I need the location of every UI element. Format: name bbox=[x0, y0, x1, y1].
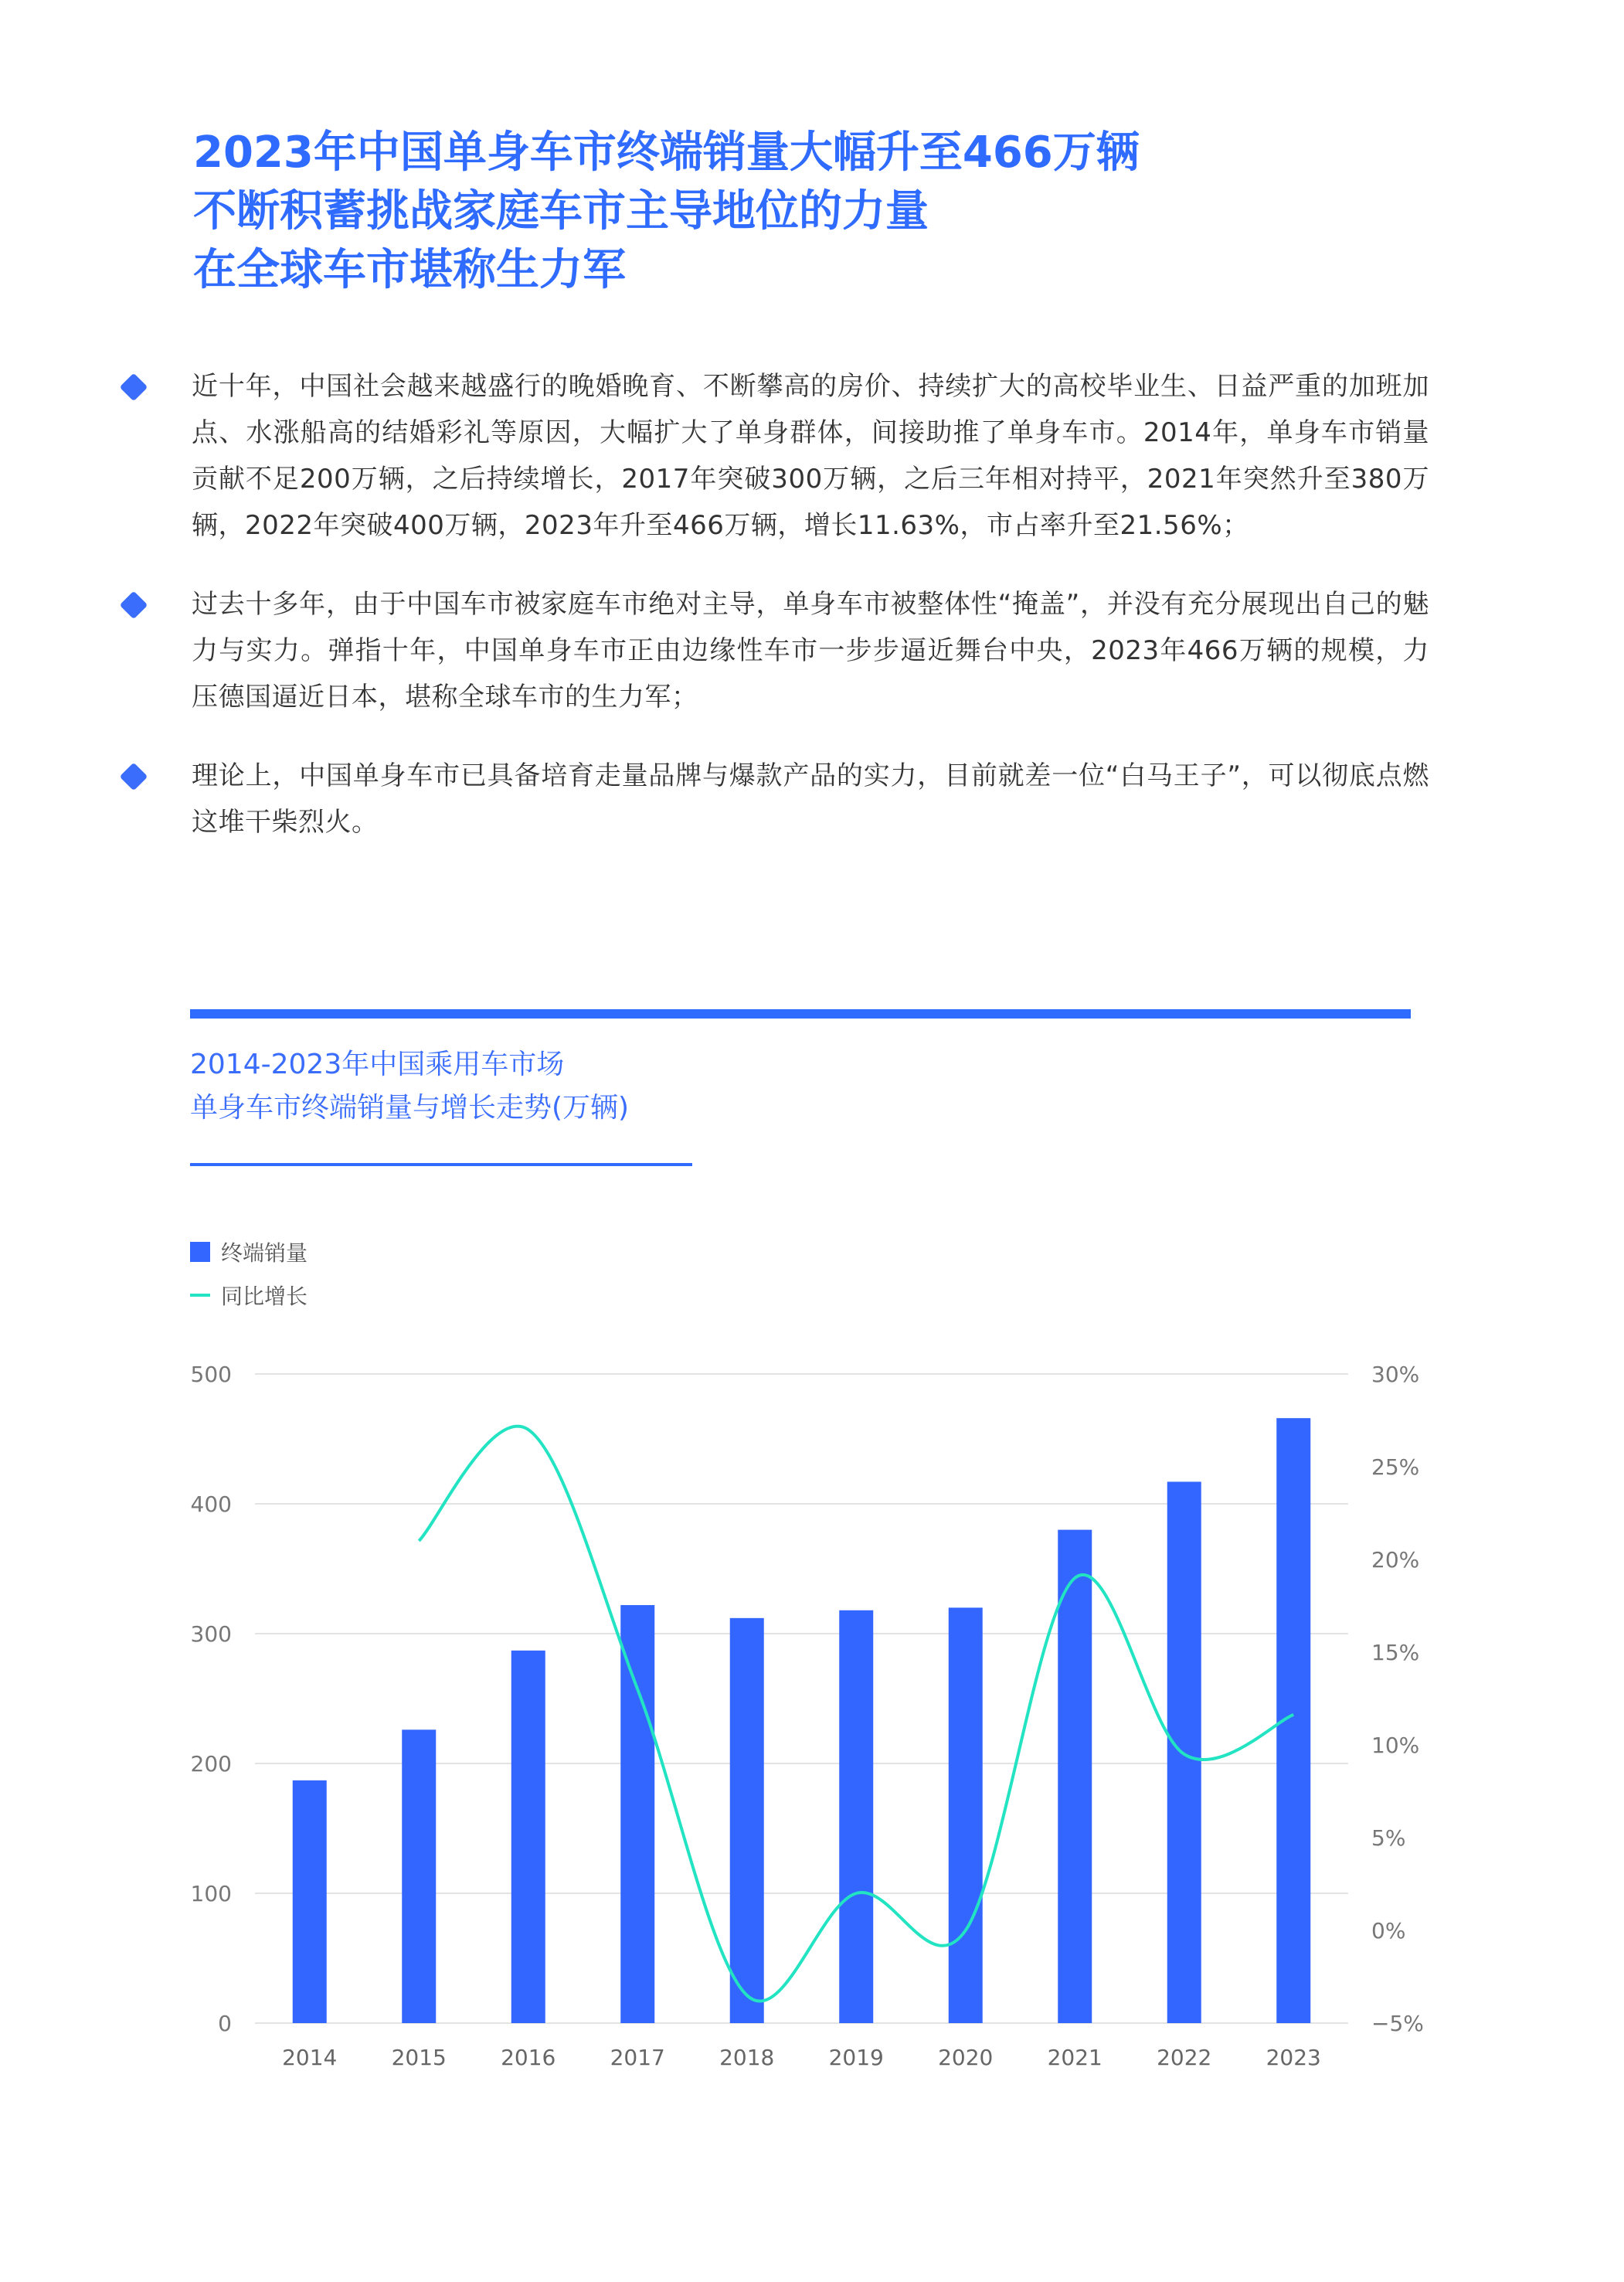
bar-2016 bbox=[511, 1651, 545, 2023]
y2-tick-label: 25% bbox=[1371, 1454, 1420, 1480]
bullet-item bbox=[116, 581, 1429, 720]
bar-2018 bbox=[730, 1618, 764, 2023]
diamond-bullet-icon bbox=[120, 763, 148, 791]
y-tick-label: 200 bbox=[190, 1751, 232, 1777]
bullet-text: 近十年，中国社会越来越盛行的晚婚晚育、不断攀高的房价、持续扩大的高校毕业生、日益严重的加班加点、水涨船高的结婚彩礼等原因，大幅扩大了单身群体，间接助推了单身车市。2014年，单身车市销量贡献不足200万辆，之后持续增长，2017年突破300万辆，之后三年相对持平，2021年突然升至380万辆，2022年突破400万辆，2023年升至466万辆，增长11.63%，市占率升至21.56%； bbox=[192, 371, 1429, 541]
y2-tick-label: 15% bbox=[1371, 1640, 1420, 1665]
chart-title-underline bbox=[190, 1163, 692, 1166]
bar-2021 bbox=[1058, 1530, 1092, 2023]
bar-2020 bbox=[949, 1607, 983, 2023]
y-tick-label: 300 bbox=[190, 1621, 232, 1647]
x-tick-label: 2022 bbox=[1157, 2045, 1212, 2070]
diamond-bullet-icon bbox=[120, 591, 148, 620]
y2-tick-label: 30% bbox=[1371, 1362, 1420, 1387]
bar-2014 bbox=[293, 1780, 327, 2023]
page-heading bbox=[193, 124, 1507, 300]
heading-line-1: 2023年中国单身车市终端销量大幅升至466万辆 bbox=[193, 128, 1140, 178]
y2-tick-label: 20% bbox=[1371, 1547, 1420, 1573]
line-swatch-icon bbox=[190, 1294, 210, 1297]
x-tick-label: 2016 bbox=[501, 2045, 556, 2070]
chart-title bbox=[190, 1043, 629, 1130]
chart-title-line-1: 2014-2023年中国乘用车市场 bbox=[190, 1049, 565, 1080]
bullet-item bbox=[116, 753, 1429, 845]
x-tick-label: 2015 bbox=[391, 2045, 447, 2070]
heading-line-3: 在全球车市堪称生力军 bbox=[193, 245, 626, 295]
sales-growth-chart bbox=[0, 1345, 1624, 2086]
bar-2019 bbox=[839, 1610, 873, 2023]
bullet-text: 过去十多年，由于中国车市被家庭车市绝对主导，单身车市被整体性“掩盖”，并没有充分展现出自己的魅力与实力。弹指十年，中国单身车市正由边缘性车市一步步逼近舞台中央，2023年466万辆的规模，力压德国逼近日本，堪称全球车市的生力军； bbox=[192, 589, 1429, 712]
chart-title-line-2: 单身车市终端销量与增长走势(万辆) bbox=[190, 1092, 630, 1124]
legend-item-growth bbox=[190, 1274, 307, 1317]
bullet-item bbox=[116, 363, 1429, 549]
legend-item-sales bbox=[190, 1230, 307, 1274]
y-tick-label: 0 bbox=[218, 2011, 232, 2036]
y-tick-label: 400 bbox=[190, 1491, 232, 1517]
x-tick-label: 2020 bbox=[938, 2045, 994, 2070]
y2-tick-label: 5% bbox=[1371, 1825, 1406, 1851]
section-divider bbox=[190, 1009, 1411, 1019]
y-tick-label: 500 bbox=[190, 1362, 232, 1387]
x-tick-label: 2021 bbox=[1047, 2045, 1102, 2070]
x-tick-label: 2014 bbox=[282, 2045, 338, 2070]
bar-2015 bbox=[402, 1729, 436, 2023]
x-tick-label: 2023 bbox=[1266, 2045, 1321, 2070]
diamond-bullet-icon bbox=[120, 373, 148, 402]
x-tick-label: 2017 bbox=[610, 2045, 665, 2070]
chart-legend bbox=[190, 1230, 307, 1317]
x-tick-label: 2018 bbox=[719, 2045, 775, 2070]
bullet-text: 理论上，中国单身车市已具备培育走量品牌与爆款产品的实力，目前就差一位“白马王子”，可以彻底点燃这堆干柴烈火。 bbox=[192, 760, 1429, 838]
y2-tick-label: −5% bbox=[1371, 2011, 1424, 2036]
heading-line-2: 不断积蓄挑战家庭车市主导地位的力量 bbox=[193, 186, 929, 236]
bar-swatch-icon bbox=[190, 1242, 210, 1262]
bar-2017 bbox=[620, 1605, 654, 2023]
legend-label-sales: 终端销量 bbox=[221, 1240, 308, 1266]
y-tick-label: 100 bbox=[190, 1881, 232, 1906]
bullet-list bbox=[116, 363, 1429, 878]
legend-label-growth: 同比增长 bbox=[221, 1284, 308, 1309]
x-tick-label: 2019 bbox=[828, 2045, 884, 2070]
y2-tick-label: 0% bbox=[1371, 1918, 1406, 1944]
y2-tick-label: 10% bbox=[1371, 1733, 1420, 1758]
